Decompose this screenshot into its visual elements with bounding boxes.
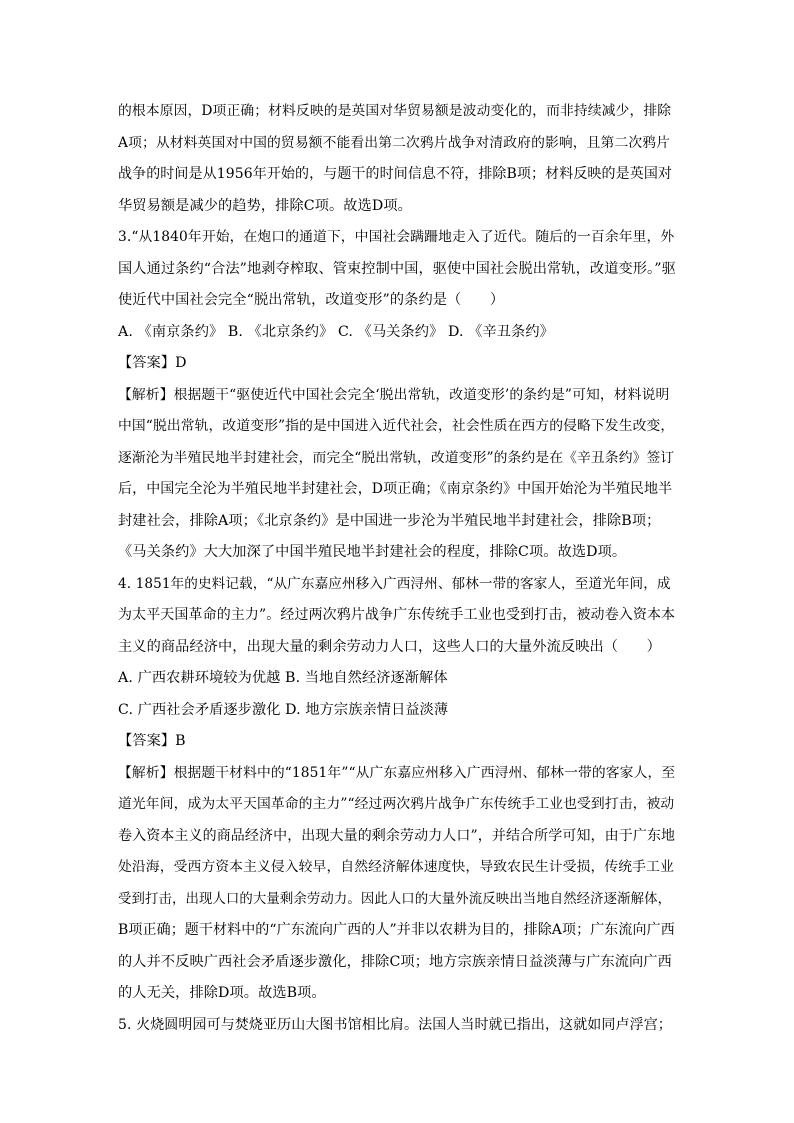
text-line: A. 《南京条约》 B. 《北京条约》 C. 《马关条约》 D. 《辛丑条约》 (118, 323, 554, 340)
text-line: B项正确；题干材料中的“广东流向广西的人”并非以农耕为目的，排除A项；广东流向广西 (118, 922, 675, 938)
text-line: 华贸易额是减少的趋势，排除C项。故选D项。 (118, 197, 412, 214)
text-line: 处沿海，受西方资本主义侵入较早，自然经济解体速度快，导致农民生计受损，传统手工业 (118, 859, 674, 875)
text-line: 4. 1851年的史料记载，“从广东嘉应州移入广西浔州、郁林一带的客家人，至道光年间，成 (118, 575, 671, 592)
text-line: A项；从材料英国对中国的贸易额不能看出第二次鸦片战争对清政府的影响，且第二次鸦片 (118, 134, 671, 151)
text-line: 受到打击，出现人口的大量剩余劳动力。因此人口的大量外流反映出当地自然经济逐渐解体， (118, 891, 672, 907)
text-line: 的人并不反映广西社会矛盾逐步激化，排除C项；地方宗族亲情日益淡薄与广东流向广西 (118, 953, 672, 970)
text-line: 3.“从1840年开始，在炮口的通道下，中国社会蹒跚地走入了近代。随后的一百余年里，外 (118, 229, 675, 245)
text-line: 道光年间，成为太平天国革命的主力”“经过两次鸦片战争广东传统手工业也受到打击，被动 (118, 796, 675, 812)
text-line: 卷入资本主义的商品经济中，出现大量的剩余劳动力人口”，并结合所学可知，由于广东地 (118, 827, 676, 844)
text-line: 《马关条约》大大加深了中国半殖民地半封建社会的程度，排除C项。故选D项。 (118, 544, 627, 560)
text-line: A. 广西农耕环境较为优越 B. 当地自然经济逐渐解体 (118, 670, 448, 686)
text-line: 5. 火烧圆明园可与焚烧亚历山大图书馆相比肩。法国人当时就已指出，这就如同卢浮宫； (118, 1016, 672, 1033)
text-line: 主义的商品经济中，出现大量的剩余劳动力人口，这些人口的大量外流反映出（ ） (118, 638, 661, 655)
text-line: 战争的时间是从1956年开始的，与题干的时间信息不符，排除B项；材料反映的是英国对 (118, 166, 673, 182)
text-line: 【答案】B (118, 733, 186, 749)
document-page (118, 96, 676, 1041)
text-line: 的人无关，排除D项。故选B项。 (118, 985, 326, 1001)
text-line: 为太平天国革命的主力”。经过两次鸦片战争广东传统手工业也受到打击，被动卷入资本本 (118, 607, 676, 623)
text-line: 封建社会，排除A项；《北京条约》是中国进一步沦为半殖民地半封建社会，排除B项； (118, 512, 661, 529)
text-line: 逐渐沦为半殖民地半封建社会，而完全“脱出常轨，改道变形”的条约是在《辛丑条约》签订 (118, 449, 675, 466)
text-line: 【解析】根据题干材料中的“1851年”“从广东嘉应州移入广西浔州、郁林一带的客家人，至 (118, 764, 676, 781)
text-line: 的根本原因，D项正确；材料反映的是英国对华贸易额是波动变化的，而非持续减少，排除 (118, 103, 672, 119)
text-line: 使近代中国社会完全“脱出常轨，改道变形”的条约是（ ） (118, 292, 505, 308)
text-line: 中国“脱出常轨，改道变形”指的是中国进入近代社会，社会性质在西方的侵略下发生改变， (118, 418, 675, 434)
text-line: 【解析】根据题干“驱使近代中国社会完全‘脱出常轨，改道变形’的条约是”可知，材料说明 (118, 386, 670, 403)
text-line: 国人通过条约“合法”地剥夺榨取、管束控制中国，驱使中国社会脱出常轨，改道变形。”驱 (118, 260, 676, 277)
text-line: 后，中国完全沦为半殖民地半封建社会，D项正确；《南京条约》中国开始沦为半殖民地半 (118, 481, 673, 497)
text-line: 【答案】D (118, 355, 187, 371)
text-line: C. 广西社会矛盾逐步激化 D. 地方宗族亲情日益淡薄 (118, 701, 449, 718)
